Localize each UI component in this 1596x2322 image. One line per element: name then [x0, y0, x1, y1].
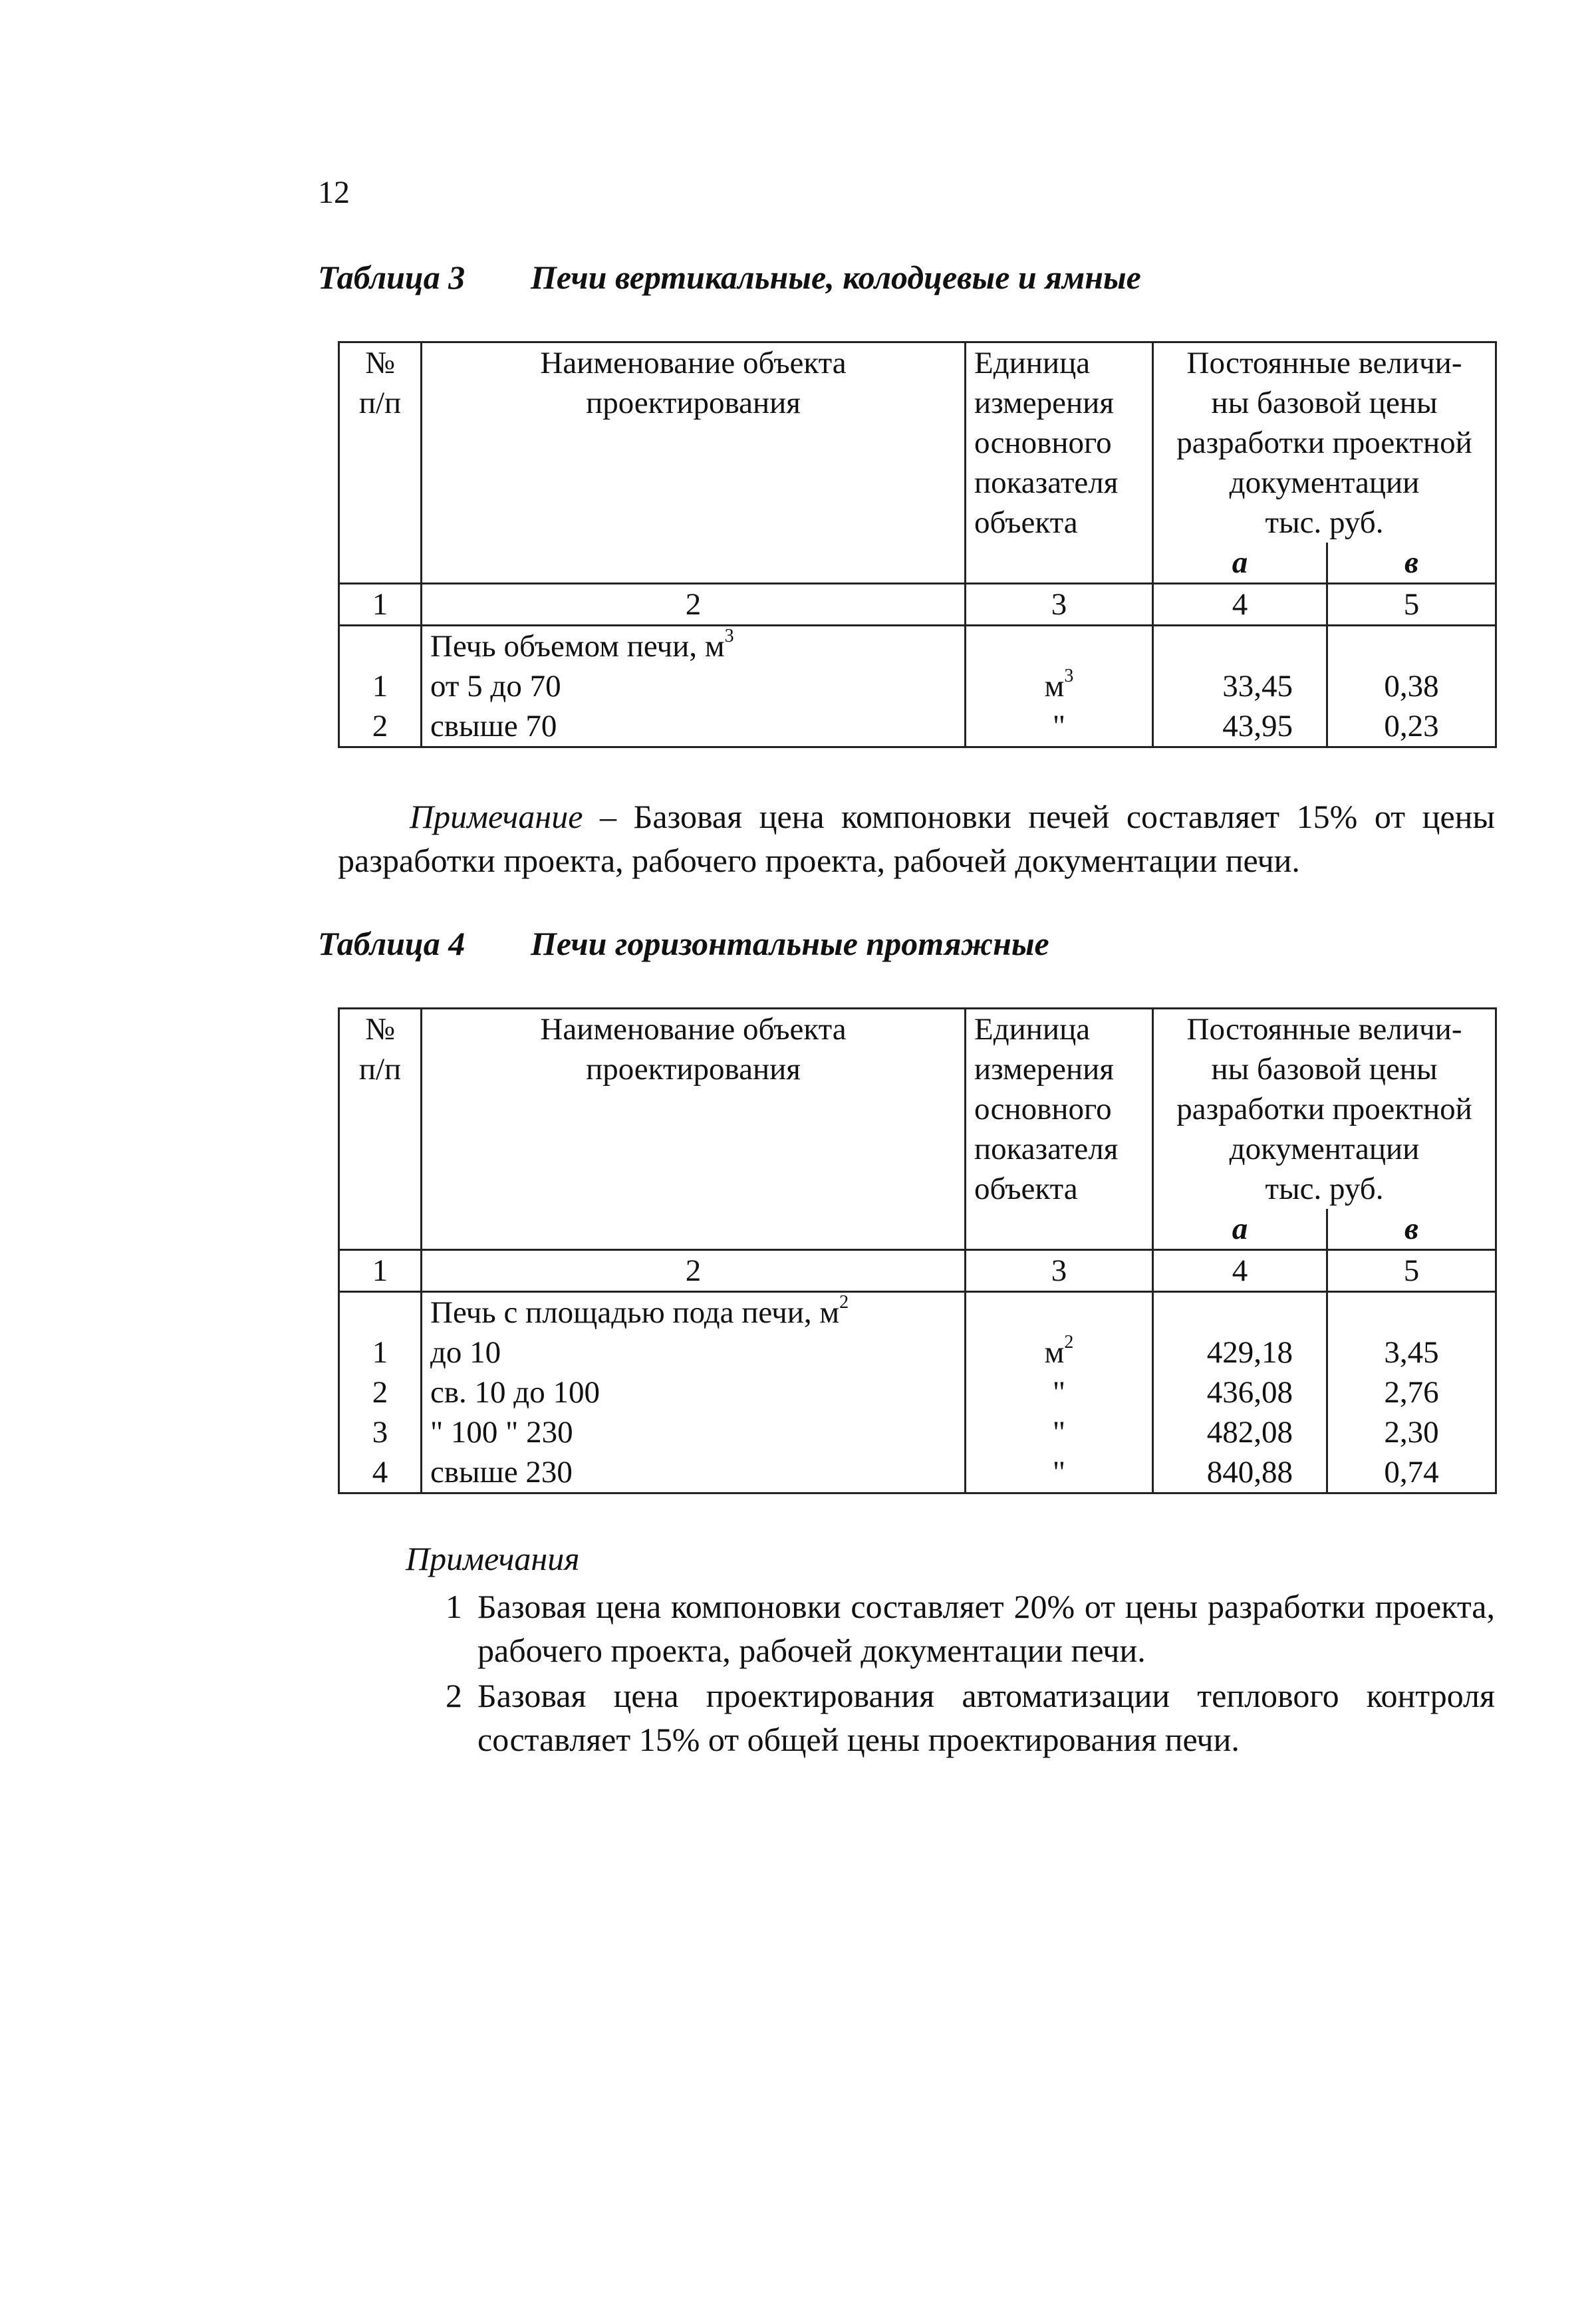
table4-body-unit: $м^2$ " " " — [966, 1292, 1153, 1493]
table3-caption — [318, 258, 1141, 297]
table4-header-name: Наименование объекта проектирования — [422, 1009, 966, 1250]
table4-body — [339, 1292, 1496, 1493]
table4 — [338, 1007, 1497, 1494]
table3-body-num: 1 2 — [339, 626, 422, 747]
table4-header-row — [339, 1009, 1496, 1210]
note-item-2: 2 Базовая цена проектирования автоматизации теплового контроля составляет 15% от общей цены проектирования печи. — [446, 1677, 1495, 1758]
note-item-1: 1 Базовая цена компоновки составляет 20% от цены разработки проекта, рабочего проекта, рабочей документации печи. — [446, 1588, 1495, 1669]
table4-header-price: Постоянные величи- ны базовой цены разработки проектной документации тыс. руб. — [1153, 1009, 1496, 1210]
table4-header-b: в — [1327, 1209, 1496, 1250]
table4-caption — [318, 924, 1049, 963]
table4-body-num: 1 2 3 4 — [339, 1292, 422, 1493]
table3-group-label: Печь объемом печи, $м^3$ — [430, 626, 734, 664]
table3 — [338, 341, 1497, 748]
table3-body-unit: $м^3$ " — [966, 626, 1153, 747]
table4-body-name: Печь с площадью пода печи, $м^2$ до 10 св. 10 до 100 " 100 " 230 свыше 230 — [422, 1292, 966, 1493]
table3-header-unit: Единица измерения основного показателя объекта — [966, 342, 1153, 584]
table3-body-b: 0,38 0,23 — [1327, 626, 1496, 747]
table3-header-b: в — [1327, 543, 1496, 584]
table4-body-b: 3,45 2,76 2,30 0,74 — [1327, 1292, 1496, 1493]
table4-header-num: № п/п — [339, 1009, 422, 1250]
table3-body-name: Печь объемом печи, $м^3$ от 5 до 70 свыше 70 — [422, 626, 966, 747]
table4-number-row: 1 2 3 4 5 — [339, 1250, 1496, 1292]
table4-body-a: 429,18 436,08 482,08 840,88 — [1153, 1292, 1327, 1493]
table3-note: Примечание – Базовая цена компоновки печей составляет 15% от цены разработки проекта, рабочего проекта, рабочей документации печи. — [338, 798, 1495, 879]
table4-caption-title: Печи горизонтальные протяжные — [531, 925, 1049, 962]
table3-header-price: Постоянные величи- ны базовой цены разработки проектной документации тыс. руб. — [1153, 342, 1496, 543]
table3-caption-num: Таблица 3 — [318, 259, 466, 296]
table3-header-row — [339, 342, 1496, 543]
table4-header-a: а — [1153, 1209, 1327, 1250]
table3-number-row: 1 2 3 4 5 — [339, 584, 1496, 626]
table3-body — [339, 626, 1496, 747]
table4-group-label: Печь с площадью пода печи, $м^2$ — [430, 1292, 849, 1330]
table3-caption-title: Печи вертикальные, колодцевые и ямные — [531, 259, 1141, 296]
table4-header-unit: Единица измерения основного показателя объекта — [966, 1009, 1153, 1250]
page-number: 12 — [318, 175, 350, 210]
table3-header-a: а — [1153, 543, 1327, 584]
notes-title: Примечания — [406, 1540, 580, 1577]
table3-header-num: № п/п — [339, 342, 422, 584]
table3-body-a: 33,45 43,95 — [1153, 626, 1327, 747]
table3-header-name: Наименование объекта проектирования — [422, 342, 966, 584]
table4-caption-num: Таблица 4 — [318, 925, 466, 962]
